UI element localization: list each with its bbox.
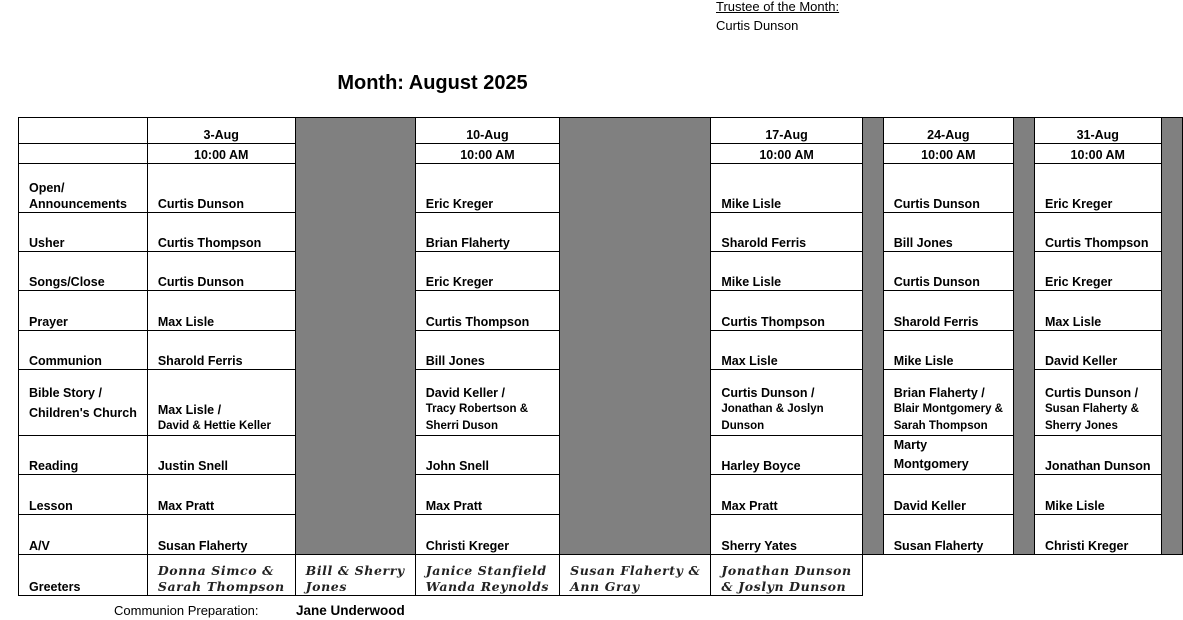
schedule-cell: Sharold Ferris — [147, 331, 295, 370]
row-label: Communion — [19, 331, 148, 370]
greeter-line: Wanda Reynolds — [425, 579, 550, 594]
time-header: 10:00 AM — [415, 144, 559, 164]
row-label — [19, 370, 148, 436]
trustee-name: Curtis Dunson — [716, 18, 799, 33]
schedule-cell: Bill Jones — [883, 213, 1013, 252]
schedule-cell: Curtis Thompson — [711, 291, 862, 331]
schedule-cell: Curtis Dunson — [883, 252, 1013, 291]
bible-helpers: Tracy Robertson & — [425, 403, 529, 415]
row-greeters — [19, 555, 1183, 596]
communion-prep-label: Communion Preparation: — [114, 603, 259, 618]
schedule-cell: Max Pratt — [711, 475, 862, 515]
row-label: Prayer — [19, 291, 148, 331]
schedule-cell — [711, 370, 862, 436]
row-label — [19, 164, 148, 213]
bible-lead: Curtis Dunson / — [1044, 386, 1139, 400]
date-header: 24-Aug — [883, 118, 1013, 144]
corner-cell — [19, 144, 148, 164]
date-header: 10-Aug — [415, 118, 559, 144]
greeter-line: Bill & Sherry — [305, 563, 405, 578]
row-label: Reading — [19, 436, 148, 475]
date-header: 3-Aug — [147, 118, 295, 144]
label-line: Announcements — [29, 197, 127, 211]
schedule-cell: Christi Kreger — [415, 515, 559, 555]
communion-prep-name: Jane Underwood — [296, 603, 405, 618]
schedule-cell: Sherry Yates — [711, 515, 862, 555]
greeter-line: Donna Simco & — [157, 563, 275, 578]
bible-lead: Brian Flaherty / — [893, 386, 985, 400]
label-line: Open/ — [29, 181, 65, 195]
schedule-cell: Susan Flaherty — [883, 515, 1013, 555]
row-label: A/V — [19, 515, 148, 555]
bible-helpers: Sarah Thompson — [893, 420, 988, 432]
schedule-cell: Curtis Dunson — [147, 252, 295, 291]
row-label: Songs/Close — [19, 252, 148, 291]
column-separator — [1161, 118, 1182, 555]
label-line: Bible Story / — [29, 385, 102, 400]
schedule-cell: Christi Kreger — [1034, 515, 1161, 555]
schedule-cell: Curtis Thompson — [1034, 213, 1161, 252]
schedule-cell: Max Lisle — [147, 291, 295, 331]
greeter-cell — [147, 555, 295, 596]
greeter-line: Janice Stanfield — [425, 563, 547, 578]
schedule-cell: Bill Jones — [415, 331, 559, 370]
schedule-cell — [147, 370, 295, 436]
schedule-cell: Eric Kreger — [415, 164, 559, 213]
bible-helpers: David & Hettie Keller — [157, 420, 271, 432]
column-separator — [862, 118, 883, 555]
row-label: Greeters — [19, 555, 148, 596]
reader-first-line: Marty — [893, 438, 928, 452]
schedule-cell: Mike Lisle — [883, 331, 1013, 370]
schedule-cell: Mike Lisle — [711, 252, 862, 291]
greeter-line: & Joslyn Dunson — [721, 579, 847, 594]
bible-lead: Max Lisle / — [157, 403, 222, 417]
time-header: 10:00 AM — [147, 144, 295, 164]
schedule-cell: Curtis Thompson — [147, 213, 295, 252]
trustee-label: Trustee of the Month: — [716, 0, 840, 14]
schedule-cell: Harley Boyce — [711, 436, 862, 475]
greeter-cell — [711, 555, 862, 596]
bible-lead: David Keller / — [425, 386, 505, 400]
schedule-cell: Max Lisle — [711, 331, 862, 370]
date-header: 17-Aug — [711, 118, 862, 144]
greeter-line: Jonathan Dunson — [721, 563, 852, 578]
greeter-cell — [560, 555, 711, 596]
greeter-cell — [295, 555, 415, 596]
schedule-cell: Mike Lisle — [1034, 475, 1161, 515]
schedule-cell: Justin Snell — [147, 436, 295, 475]
schedule-cell: Sharold Ferris — [711, 213, 862, 252]
column-separator — [295, 118, 415, 555]
schedule-cell: Eric Kreger — [415, 252, 559, 291]
schedule-cell: Eric Kreger — [1034, 164, 1161, 213]
greeter-line: Susan Flaherty & — [570, 563, 701, 578]
schedule-cell — [883, 370, 1013, 436]
bible-helpers: Jonathan & Joslyn — [721, 403, 824, 415]
schedule-table — [18, 117, 1183, 596]
schedule-cell: Curtis Dunson — [883, 164, 1013, 213]
row-label: Usher — [19, 213, 148, 252]
schedule-cell — [883, 436, 1013, 475]
schedule-cell: David Keller — [883, 475, 1013, 515]
bible-helpers: Susan Flaherty & — [1044, 403, 1139, 415]
schedule-cell: Brian Flaherty — [415, 213, 559, 252]
schedule-cell: Sharold Ferris — [883, 291, 1013, 331]
greeter-line: Ann Gray — [570, 579, 640, 594]
bible-helpers: Sherri Duson — [425, 420, 498, 432]
time-header: 10:00 AM — [711, 144, 862, 164]
schedule-cell — [1034, 370, 1161, 436]
greeter-line: Jones — [305, 579, 347, 594]
schedule-cell: Susan Flaherty — [147, 515, 295, 555]
schedule-cell: Eric Kreger — [1034, 252, 1161, 291]
column-separator — [560, 118, 711, 555]
page-title: Month: August 2025 — [337, 72, 528, 94]
time-header: 10:00 AM — [883, 144, 1013, 164]
schedule-cell: Mike Lisle — [711, 164, 862, 213]
trustee-block — [716, 0, 839, 35]
bible-lead: Curtis Dunson / — [721, 386, 815, 400]
reader-second-line: Montgomery — [893, 457, 969, 471]
schedule-cell — [415, 370, 559, 436]
row-label: Lesson — [19, 475, 148, 515]
schedule-cell: Max Pratt — [147, 475, 295, 515]
schedule-cell: Curtis Thompson — [415, 291, 559, 331]
bible-helpers: Blair Montgomery & — [893, 403, 1003, 415]
schedule-cell: Curtis Dunson — [147, 164, 295, 213]
schedule-cell: Max Pratt — [415, 475, 559, 515]
schedule-cell: David Keller — [1034, 331, 1161, 370]
date-header: 31-Aug — [1034, 118, 1161, 144]
schedule-cell: John Snell — [415, 436, 559, 475]
time-header: 10:00 AM — [1034, 144, 1161, 164]
column-separator — [1013, 118, 1034, 555]
date-row — [19, 118, 1183, 144]
schedule-cell: Jonathan Dunson — [1034, 436, 1161, 475]
greeter-cell — [415, 555, 559, 596]
label-line: Children's Church — [29, 405, 137, 420]
corner-cell — [19, 118, 148, 144]
bible-helpers: Dunson — [721, 420, 765, 432]
schedule-cell: Max Lisle — [1034, 291, 1161, 331]
bible-helpers: Sherry Jones — [1044, 420, 1118, 432]
greeter-line: Sarah Thompson — [157, 579, 285, 594]
